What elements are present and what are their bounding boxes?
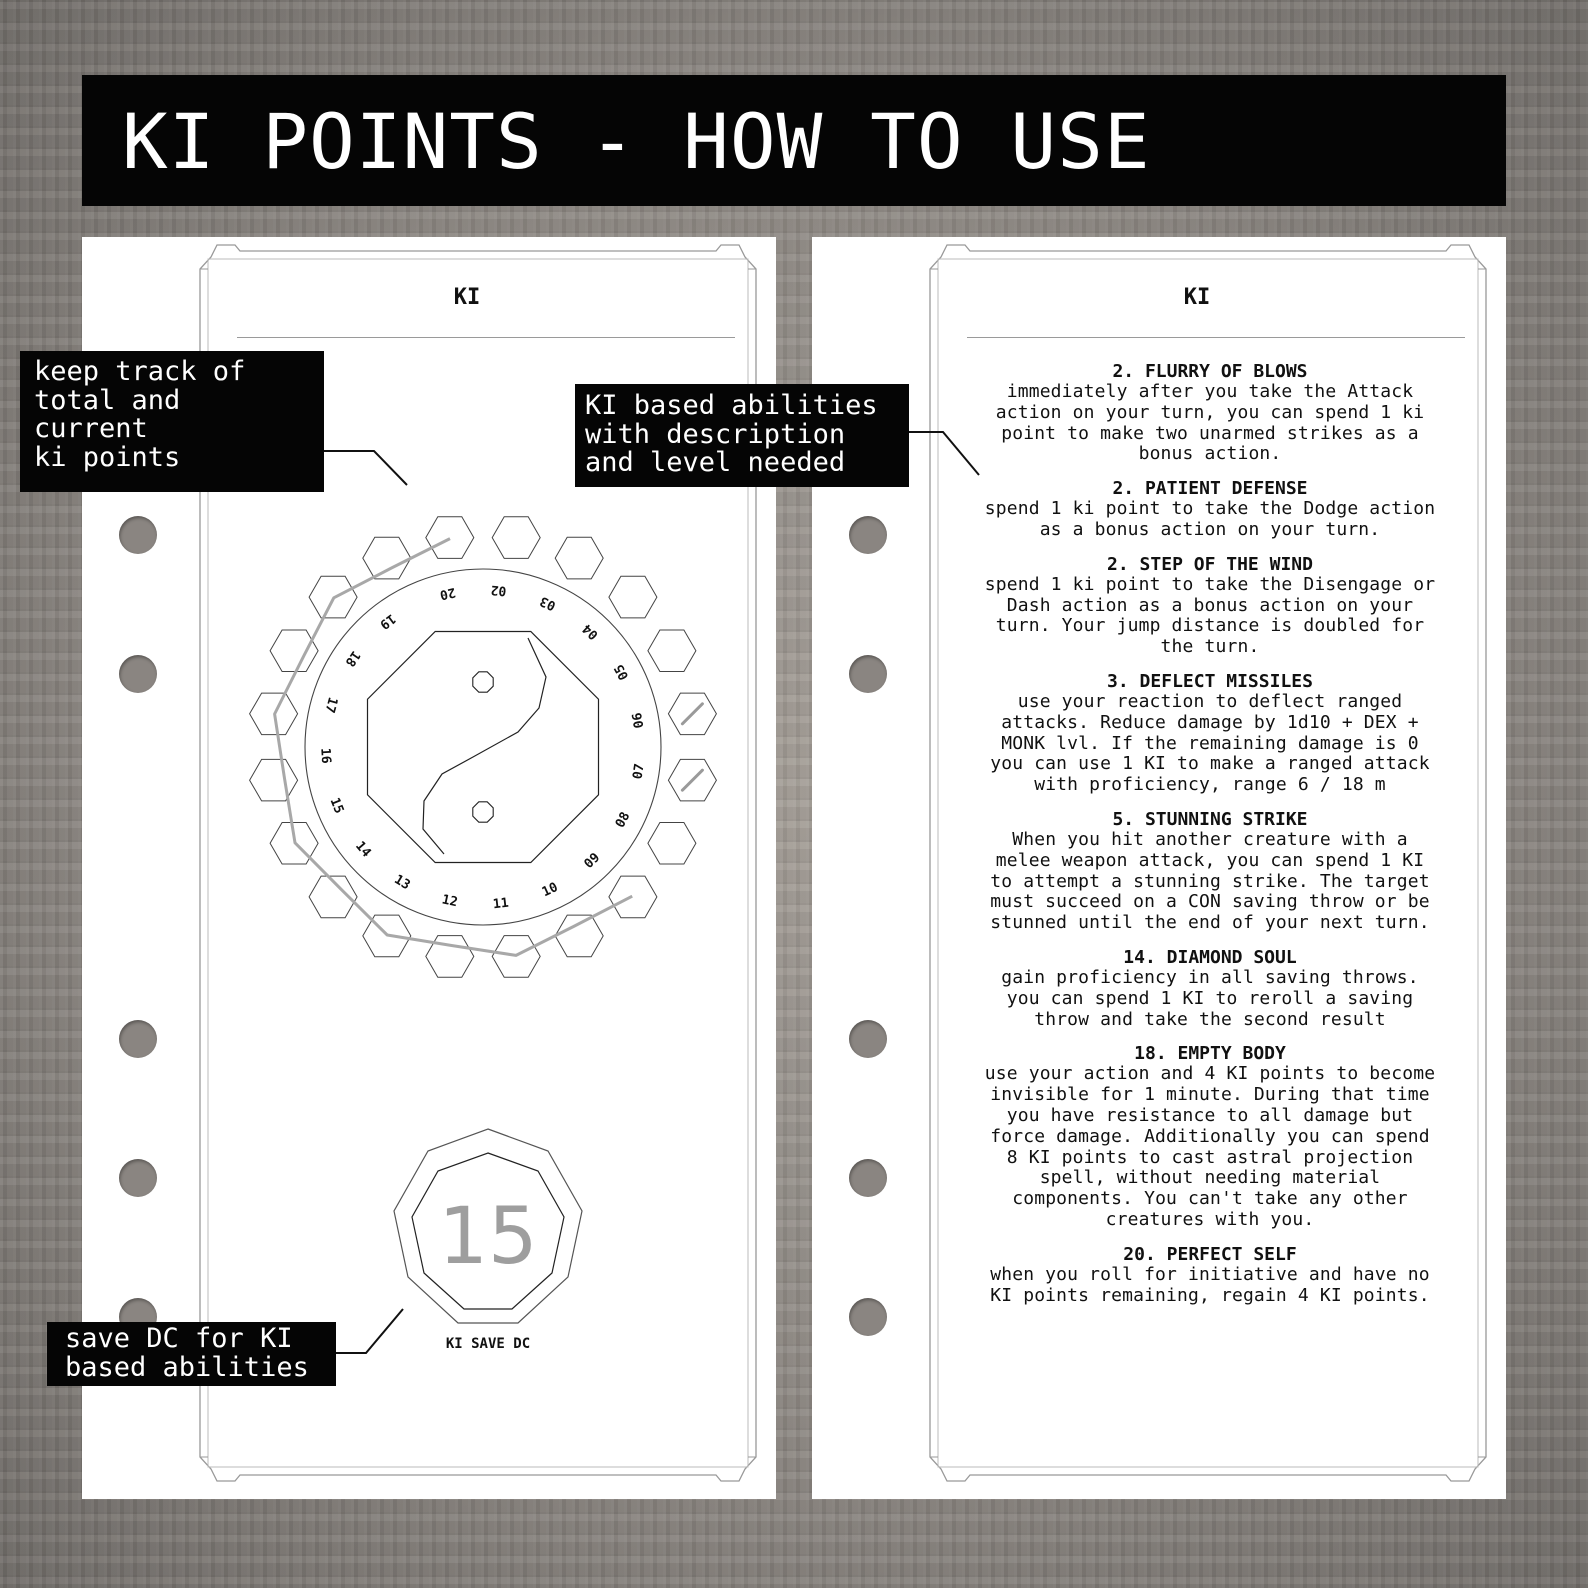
ability-description: gain proficiency in all saving throws. you can spend 1 KI to reroll a saving throw and take the second result	[1001, 966, 1419, 1030]
callout-save-dc: save DC for KI based abilities	[47, 1322, 336, 1386]
dial-number-label: 07	[630, 762, 648, 781]
dial-number-label: 20	[438, 583, 457, 603]
dial-number-label: 09	[581, 850, 604, 872]
ability-name: 18. EMPTY BODY	[1134, 1043, 1286, 1065]
ki-point-slot[interactable]	[363, 537, 411, 579]
dial-number-label: 04	[579, 620, 602, 643]
ki-point-slot[interactable]	[250, 759, 298, 801]
ki-point-slot[interactable]	[609, 576, 657, 618]
dial-number-label: 02	[490, 581, 508, 599]
yin-yang-dot	[473, 672, 493, 692]
ability-description: when you roll for initiative and have no KI points remaining, regain 4 KI points.	[990, 1263, 1430, 1306]
dial-number-label: 08	[612, 809, 634, 831]
dial-number-label: 11	[492, 895, 510, 913]
page-title: KI	[453, 285, 481, 310]
page-title: KI	[1183, 285, 1211, 310]
dial-number-label: 05	[611, 661, 633, 683]
ability-description: immediately after you take the Attack action on your turn, you can spend 1 ki point to make two unarmed strikes as a bonus action.	[995, 381, 1425, 465]
dial-number-label: 12	[440, 892, 459, 911]
dial-number-label: 19	[376, 610, 399, 632]
ability-item	[940, 1044, 1480, 1230]
binder-hole	[119, 516, 157, 554]
ability-name: 20. PERFECT SELF	[1123, 1243, 1297, 1265]
ability-name: 2. FLURRY OF BLOWS	[1112, 361, 1308, 382]
dial-number-label: 10	[539, 879, 561, 901]
ability-item	[940, 672, 1480, 796]
dial-number-label: 03	[537, 592, 559, 614]
ki-point-slot[interactable]	[426, 517, 474, 559]
ki-save-dc-value[interactable]: 15	[438, 1192, 538, 1282]
ki-point-slot[interactable]	[648, 823, 696, 865]
ability-description: When you hit another creature with a melee weapon attack, you can spend 1 KI to attempt a stunning strike. The target must succeed on a CON saving throw or be stunned until the end of your next turn.	[990, 828, 1430, 934]
ki-save-dc-label: KI SAVE DC	[445, 1336, 531, 1352]
ki-points-tracker-dial	[238, 502, 728, 992]
binder-hole	[119, 1159, 157, 1197]
ability-description: use your action and 4 KI points to become invisible for 1 minute. During that time you have resistance to all damage but force damage. Additionally you can spend 8 KI points to cast astral projection spell, without needing material components. You can't take any other creatures with you.	[984, 1063, 1436, 1230]
ability-name: 3. DEFLECT MISSILES	[1107, 670, 1313, 692]
ki-point-slot[interactable]	[609, 876, 657, 918]
dial-number-label: 17	[321, 695, 341, 715]
ki-point-slot[interactable]	[648, 630, 696, 672]
ability-description: spend 1 ki point to take the Dodge action as a bonus action on your turn.	[984, 498, 1436, 540]
dial-number-label: 06	[629, 711, 648, 730]
dial-number-label: 16	[317, 747, 334, 765]
ability-item	[940, 948, 1480, 1030]
title-divider	[967, 337, 1465, 338]
dial-number-label: 14	[352, 838, 374, 861]
ability-name: 14. DIAMOND SOUL	[1123, 946, 1297, 968]
binder-hole	[849, 516, 887, 554]
ability-item	[940, 479, 1480, 541]
binder-hole	[849, 655, 887, 693]
ability-item	[940, 1245, 1480, 1307]
callout-ki-tracker: keep track of total and current ki points	[20, 351, 324, 492]
ki-abilities-page	[812, 237, 1506, 1499]
title-divider	[237, 337, 735, 338]
binder-hole	[849, 1298, 887, 1336]
title-banner	[82, 75, 1506, 206]
yin-yang-octagon	[368, 632, 599, 863]
dial-number-label: 15	[326, 795, 347, 816]
dial-ring	[305, 569, 661, 925]
ki-point-slot[interactable]	[492, 517, 540, 559]
banner-title: KI POINTS - HOW TO USE	[122, 97, 1151, 186]
ability-description: use your reaction to deflect ranged attacks. Reduce damage by 1d10 + DEX + MONK lvl. If the remaining damage is 0 you can use 1 KI to make a ranged attack with proficiency, range 6 / 18 m	[990, 690, 1430, 796]
ability-name: 2. STEP OF THE WIND	[1107, 553, 1313, 575]
binder-hole	[849, 1159, 887, 1197]
ability-item	[940, 555, 1480, 658]
ability-list	[940, 362, 1480, 1320]
ki-point-slot[interactable]	[270, 630, 318, 672]
ability-description: spend 1 ki point to take the Disengage or Dash action as a bonus action on your turn. Your jump distance is doubled for the turn.	[984, 573, 1436, 658]
ki-point-slot[interactable]	[555, 537, 603, 579]
ability-name: 5. STUNNING STRIKE	[1112, 808, 1308, 830]
ability-name: 2. PATIENT DEFENSE	[1112, 478, 1308, 500]
ability-item	[940, 810, 1480, 934]
dial-number-label: 18	[341, 647, 363, 670]
binder-hole	[119, 655, 157, 693]
binder-hole	[119, 1020, 157, 1058]
binder-hole	[849, 1020, 887, 1058]
ki-point-slot[interactable]	[555, 915, 603, 957]
yin-yang-dot	[473, 802, 493, 822]
callout-abilities: KI based abilities with description and level needed	[575, 384, 909, 487]
dial-number-label: 13	[391, 872, 413, 894]
ability-item	[940, 362, 1480, 465]
